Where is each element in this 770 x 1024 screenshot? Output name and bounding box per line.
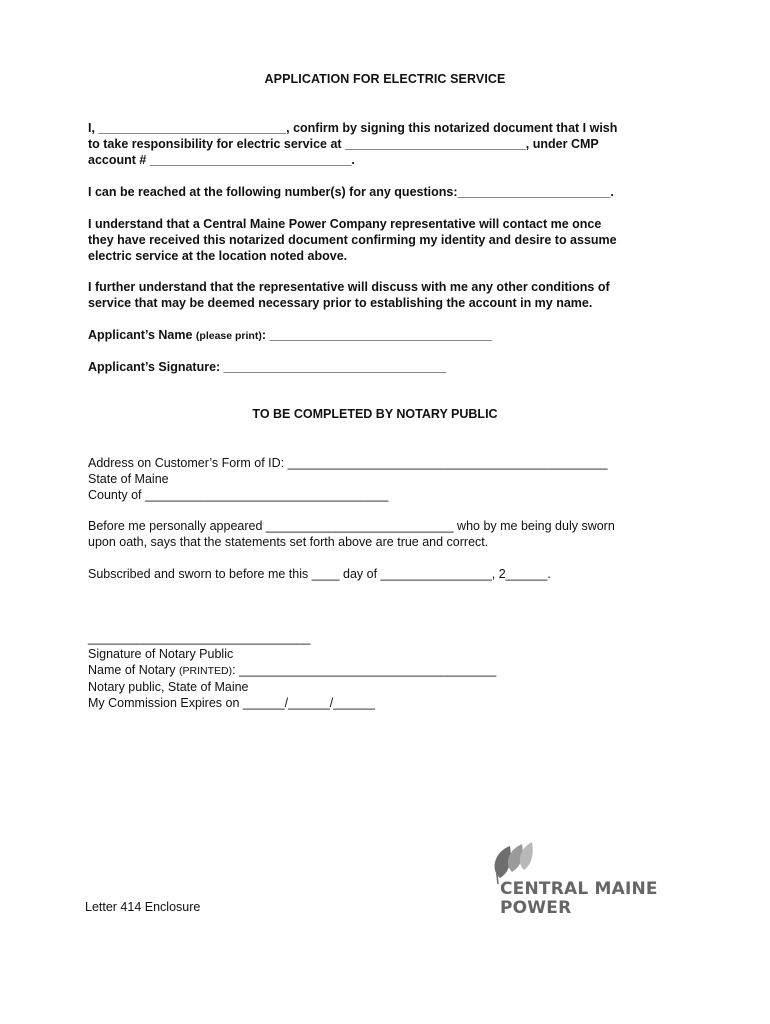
appeared-line-2: upon oath, says that the statements set forth above are true and correct. (88, 535, 489, 549)
notary-signature-label: Signature of Notary Public (88, 647, 234, 661)
applicant-name-blank: : ________________________________ (261, 328, 492, 342)
commission-expires-line: My Commission Expires on ______/______/______ (88, 696, 375, 710)
understand-line-2: they have received this notarized document confirming my identity and desire to assume (88, 233, 617, 247)
understand-line-3: electric service at the location noted above. (88, 249, 348, 263)
confirm-line-1: I, ___________________________, confirm by signing this notarized document that I wish (88, 121, 618, 135)
applicant-name-label: Applicant’s Name (88, 328, 196, 342)
document-title: APPLICATION FOR ELECTRIC SERVICE (264, 72, 506, 86)
footer-enclosure-label: Letter 414 Enclosure (85, 900, 201, 914)
notary-name-label: Name of Notary (88, 663, 180, 677)
notary-signature-blank: ________________________________ (88, 631, 311, 645)
address-on-id-line: Address on Customer’s Form of ID: ______________________________________________ (88, 456, 608, 470)
logo-line-1: CENTRAL MAINE (500, 879, 658, 899)
confirm-line-2: to take responsibility for electric service at __________________________, under CMP (88, 137, 599, 151)
subscribed-line: Subscribed and sworn to before me this ____ day of ________________, 2______. (88, 567, 551, 581)
county-line: County of ___________________________________ (88, 488, 389, 502)
notary-address-block (88, 455, 678, 503)
understand-paragraph (88, 216, 678, 264)
further-paragraph (88, 279, 678, 311)
notary-name-note: (PRINTED) (179, 665, 233, 677)
applicant-name-field (88, 327, 678, 344)
further-line-2: service that may be deemed necessary prior to establishing the account in my name. (88, 296, 593, 310)
understand-line-1: I understand that a Central Maine Power Company representative will contact me once (88, 217, 602, 231)
notary-name-blank: : _____________________________________ (232, 663, 497, 677)
notary-signature-block (88, 630, 678, 711)
notary-state-line: Notary public, State of Maine (88, 680, 249, 694)
notary-name-line (88, 662, 678, 679)
notary-section-title: TO BE COMPLETED BY NOTARY PUBLIC (252, 407, 498, 421)
confirm-line-3: account # _____________________________. (88, 153, 355, 167)
further-line-1: I further understand that the representative will discuss with me any other conditions of (88, 280, 610, 294)
applicant-name-note: (please print) (195, 330, 262, 342)
logo-line-2: POWER (500, 898, 572, 918)
company-logo-text (500, 880, 658, 918)
appeared-paragraph (88, 518, 678, 550)
appeared-line-1: Before me personally appeared ___________________________ who by me being duly sworn (88, 519, 615, 533)
state-line: State of Maine (88, 472, 169, 486)
contact-line: I can be reached at the following number(s) for any questions:______________________. (88, 185, 614, 199)
confirm-paragraph (88, 120, 678, 168)
applicant-signature-field: Applicant’s Signature: ________________________________ (88, 360, 447, 374)
